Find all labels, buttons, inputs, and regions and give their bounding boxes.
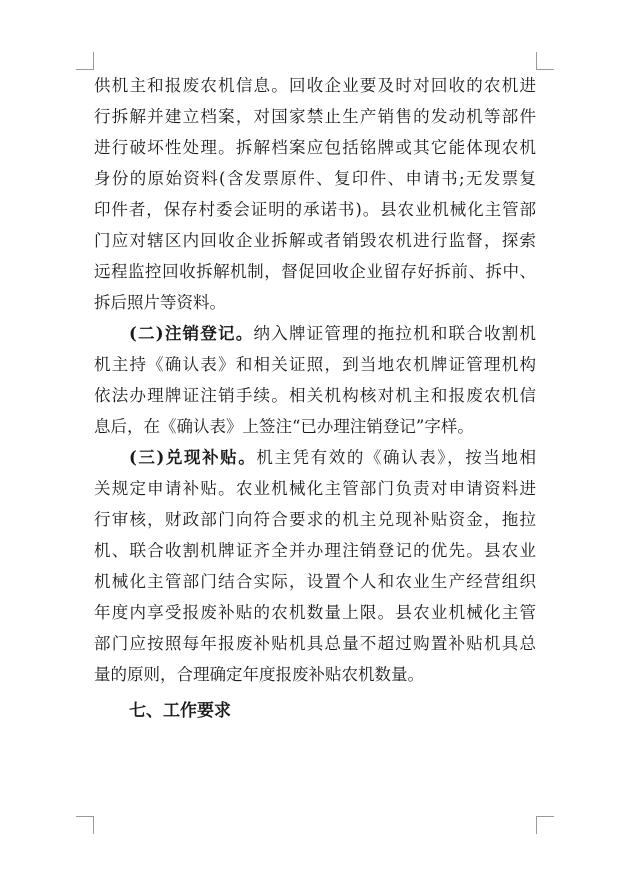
paragraph-deregistration xyxy=(94,318,536,442)
body-text xyxy=(94,70,536,731)
text-line: 机械化主管部门结合实际，设置个人和农业生产经营组织 xyxy=(94,572,536,591)
text-line xyxy=(94,442,536,473)
paragraph-subsidy xyxy=(94,442,536,690)
text-line: 依法办理牌证注销手续。相关机构核对机主和报废农机信 xyxy=(94,386,536,405)
text-line: 年度内享受报废补贴的农机数量上限。县农业机械化主管 xyxy=(94,603,536,622)
text-line: 行拆解并建立档案，对国家禁止生产销售的发动机等部件 xyxy=(94,107,536,126)
text-line: 身份的原始资料(含发票原件、复印件、申请书;无发票复 xyxy=(94,169,536,188)
subsection-title: (二)注销登记。 xyxy=(129,324,254,343)
text-line: 供机主和报废农机信息。回收企业要及时对回收的农机进 xyxy=(94,76,536,95)
text-line: 行审核，财政部门向符合要求的机主兑现补贴资金，拖拉 xyxy=(94,510,536,529)
text-line: 量的原则，合理确定年度报废补贴农机数量。 xyxy=(94,665,424,684)
section-heading: 七、工作要求 xyxy=(129,701,231,721)
text-run: 机主凭有效的《确认表》，按当地相 xyxy=(256,448,536,467)
text-line: 机、联合收割机牌证齐全并办理注销登记的优先。县农业 xyxy=(94,541,536,560)
text-line: 门应对辖区内回收企业拆解或者销毁农机进行监督，探索 xyxy=(94,231,536,250)
crop-mark-top-left xyxy=(76,52,94,70)
text-run: 纳入牌证管理的拖拉机和联合收割机 xyxy=(253,324,536,343)
text-line: 印件者，保存村委会证明的承诺书)。县农业机械化主管部 xyxy=(94,200,536,219)
crop-mark-top-right xyxy=(536,52,554,70)
text-line: 机主持《确认表》和相关证照，到当地农机牌证管理机构 xyxy=(94,355,536,374)
crop-mark-bottom-right xyxy=(536,816,554,834)
text-line: 关规定申请补贴。农业机械化主管部门负责对申请资料进 xyxy=(94,479,536,498)
paragraph-recycling xyxy=(94,70,536,318)
text-line: 部门应按照每年报废补贴机具总量不超过购置补贴机具总 xyxy=(94,634,536,653)
text-line: 进行破坏性处理。拆解档案应包括铭牌或其它能体现农机 xyxy=(94,138,536,157)
text-line: 息后，在《确认表》上签注“已办理注销登记”字样。 xyxy=(94,417,474,436)
text-line xyxy=(94,318,536,349)
text-line: 远程监控回收拆解机制，督促回收企业留存好拆前、拆中、 xyxy=(94,262,536,281)
crop-mark-bottom-left xyxy=(76,816,94,834)
text-line: 拆后照片等资料。 xyxy=(94,293,226,312)
subsection-title: (三)兑现补贴。 xyxy=(129,448,257,467)
